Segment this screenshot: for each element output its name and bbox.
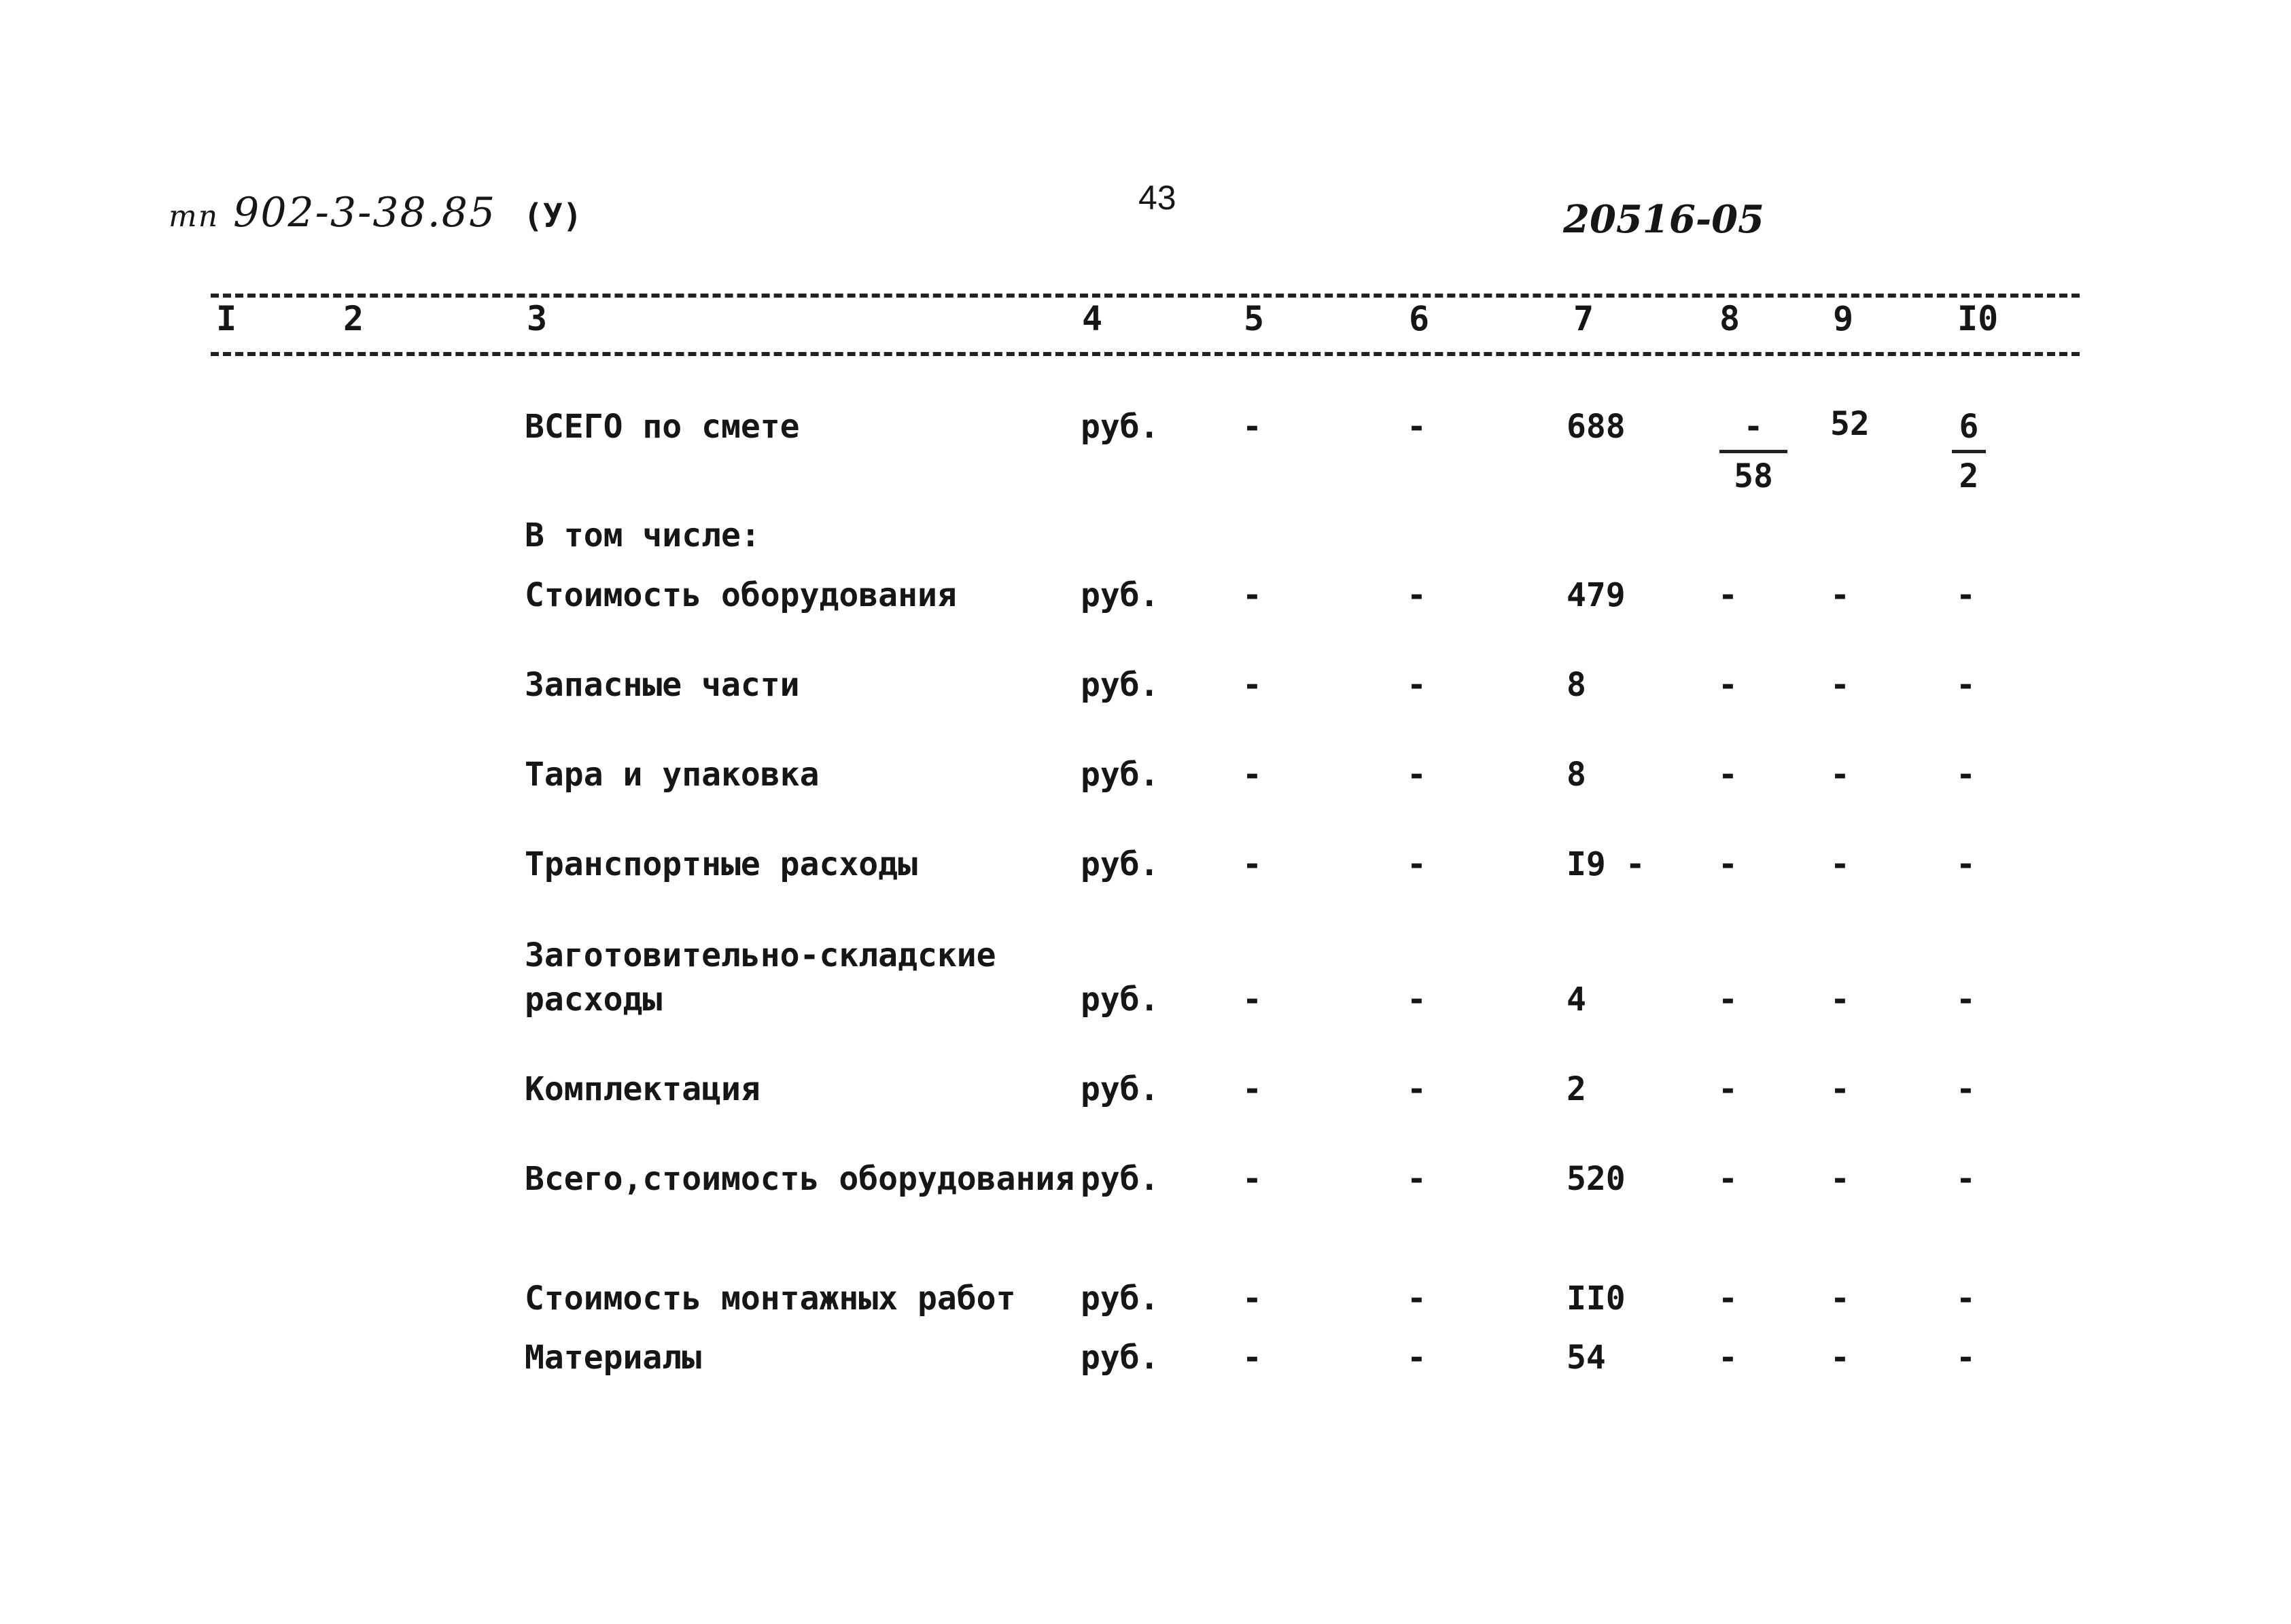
row-col5: - bbox=[1242, 981, 1262, 1019]
column-number: 8 bbox=[1719, 299, 1741, 338]
page-number: 43 bbox=[1138, 179, 1176, 217]
row-col6: - bbox=[1407, 756, 1427, 794]
row-col9: - bbox=[1830, 1160, 1850, 1198]
row-unit: руб. bbox=[1081, 1070, 1159, 1108]
row-col5: - bbox=[1242, 666, 1262, 704]
row-col6: - bbox=[1407, 1070, 1427, 1108]
row-col5: - bbox=[1242, 408, 1262, 446]
row-col10: - bbox=[1956, 1160, 1976, 1198]
row-col9: 52 bbox=[1830, 405, 1870, 443]
row-col7: 2 bbox=[1567, 1070, 1586, 1108]
document-number: 20516-05 bbox=[1563, 197, 1764, 242]
row-col5: - bbox=[1242, 1279, 1262, 1318]
row-col5: - bbox=[1242, 845, 1262, 883]
row-label: Стоимость монтажных работ bbox=[525, 1279, 1016, 1318]
row-label: В том числе: bbox=[525, 516, 760, 554]
row-col6: - bbox=[1407, 981, 1427, 1019]
column-number: 7 bbox=[1573, 299, 1594, 338]
column-number: I bbox=[216, 299, 237, 338]
fraction-numerator: - bbox=[1743, 408, 1764, 446]
row-col9: - bbox=[1830, 1279, 1850, 1318]
row-col8: - bbox=[1718, 1279, 1738, 1318]
row-col9: - bbox=[1830, 1339, 1850, 1377]
row-col8: - bbox=[1718, 981, 1738, 1019]
row-label: Транспортные расходы bbox=[525, 845, 917, 883]
row-col6: - bbox=[1407, 845, 1427, 883]
row-col6: - bbox=[1407, 576, 1427, 614]
row-col8: - bbox=[1718, 845, 1738, 883]
row-col9: - bbox=[1830, 756, 1850, 794]
row-col5: - bbox=[1242, 576, 1262, 614]
row-col10: - bbox=[1956, 756, 1976, 794]
row-col10: - bbox=[1956, 1339, 1976, 1377]
row-col8: - bbox=[1718, 1160, 1738, 1198]
row-col9: - bbox=[1830, 1070, 1850, 1108]
row-label: Запасные части bbox=[525, 666, 800, 704]
row-col7: 8 bbox=[1567, 756, 1586, 794]
row-col7: 520 bbox=[1567, 1160, 1626, 1198]
column-number: 2 bbox=[343, 299, 364, 338]
column-number: 6 bbox=[1409, 299, 1430, 338]
row-label: Тара и упаковка bbox=[525, 756, 820, 794]
row-label-continued: расходы bbox=[525, 981, 663, 1019]
variant-mark: (У) bbox=[523, 197, 582, 235]
column-number: 3 bbox=[527, 299, 548, 338]
column-number: 5 bbox=[1244, 299, 1265, 338]
row-col5: - bbox=[1242, 1070, 1262, 1108]
row-unit: руб. bbox=[1081, 1339, 1159, 1377]
row-col9: - bbox=[1830, 981, 1850, 1019]
fraction-bar bbox=[1952, 450, 1986, 453]
row-col10: - bbox=[1956, 1279, 1976, 1318]
row-unit: руб. bbox=[1081, 756, 1159, 794]
row-label: Всего,стоимость оборудования bbox=[525, 1160, 1075, 1198]
row-col9: - bbox=[1830, 845, 1850, 883]
row-col10: - bbox=[1956, 576, 1976, 614]
row-col5: - bbox=[1242, 756, 1262, 794]
row-col10: - bbox=[1956, 1070, 1976, 1108]
row-label: Материалы bbox=[525, 1339, 702, 1377]
project-code-value: 902-3-38.85 bbox=[233, 189, 497, 236]
row-col5: - bbox=[1242, 1339, 1262, 1377]
row-unit: руб. bbox=[1081, 845, 1159, 883]
row-col8-fraction bbox=[1719, 408, 1787, 495]
row-col7: 8 bbox=[1567, 666, 1586, 704]
row-label: Стоимость оборудования bbox=[525, 576, 957, 614]
row-col7: 4 bbox=[1567, 981, 1586, 1019]
row-unit: руб. bbox=[1081, 408, 1159, 446]
fraction-denominator: 58 bbox=[1734, 457, 1773, 495]
row-unit: руб. bbox=[1081, 1279, 1159, 1318]
row-col8: - bbox=[1718, 1070, 1738, 1108]
row-col8: - bbox=[1718, 576, 1738, 614]
row-col10-fraction bbox=[1952, 408, 1986, 495]
row-col5: - bbox=[1242, 1160, 1262, 1198]
row-col7: 54 bbox=[1567, 1339, 1606, 1377]
column-number: I0 bbox=[1957, 299, 1999, 338]
row-label: Заготовительно-складские bbox=[525, 936, 996, 974]
row-unit: руб. bbox=[1081, 1160, 1159, 1198]
fraction-denominator: 2 bbox=[1959, 457, 1979, 495]
column-number: 4 bbox=[1082, 299, 1103, 338]
row-col7: 479 bbox=[1567, 576, 1626, 614]
row-col8: - bbox=[1718, 1339, 1738, 1377]
row-col9: - bbox=[1830, 666, 1850, 704]
row-col7: II0 bbox=[1567, 1279, 1626, 1318]
row-col8: - bbox=[1718, 756, 1738, 794]
header-rule-bottom bbox=[211, 352, 2080, 356]
row-col9: - bbox=[1830, 576, 1850, 614]
row-col6: - bbox=[1407, 1160, 1427, 1198]
row-col6: - bbox=[1407, 1339, 1427, 1377]
row-label: ВСЕГО по смете bbox=[525, 408, 800, 446]
project-prefix: тп bbox=[169, 199, 220, 234]
row-unit: руб. bbox=[1081, 981, 1159, 1019]
fraction-bar bbox=[1719, 450, 1787, 453]
row-col6: - bbox=[1407, 666, 1427, 704]
fraction-numerator: 6 bbox=[1959, 408, 1979, 446]
row-col6: - bbox=[1407, 408, 1427, 446]
header-rule-top bbox=[211, 294, 2080, 298]
row-col7: I9 - bbox=[1567, 845, 1645, 883]
row-col7: 688 bbox=[1567, 408, 1626, 446]
row-unit: руб. bbox=[1081, 576, 1159, 614]
row-col10: - bbox=[1956, 981, 1976, 1019]
row-col6: - bbox=[1407, 1279, 1427, 1318]
row-label: Комплектация bbox=[525, 1070, 760, 1108]
row-col10: - bbox=[1956, 666, 1976, 704]
row-col10: - bbox=[1956, 845, 1976, 883]
column-number: 9 bbox=[1833, 299, 1854, 338]
project-code bbox=[169, 189, 496, 236]
row-col8: - bbox=[1718, 666, 1738, 704]
row-unit: руб. bbox=[1081, 666, 1159, 704]
